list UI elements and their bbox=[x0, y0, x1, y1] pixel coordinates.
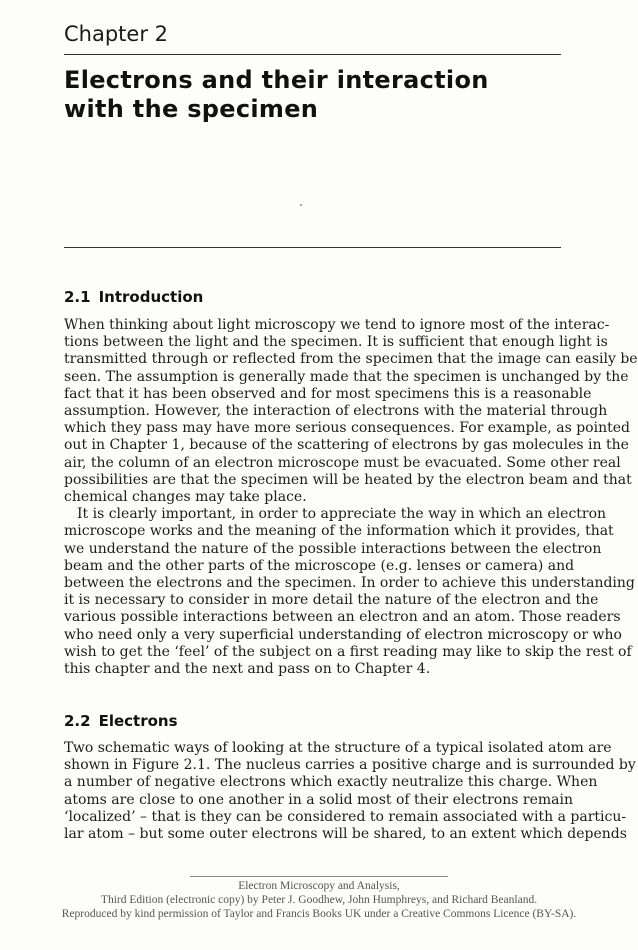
paragraph-line: shown in Figure 2.1. The nucleus carries a positive charge and is surrounded by bbox=[64, 757, 636, 774]
paragraph-line: microscope works and the meaning of the information which it provides, that bbox=[64, 523, 614, 540]
paragraph-line: seen. The assumption is generally made that the specimen is unchanged by the bbox=[64, 368, 629, 385]
paragraph-line: this chapter and the next and pass on to Chapter 4. bbox=[64, 661, 431, 678]
paragraph-line: who need only a very superficial understanding of electron microscopy or who bbox=[64, 626, 622, 643]
footer-line: Third Edition (electronic copy) by Peter J. Goodhew, John Humphreys, and Richard Beanland. bbox=[100, 894, 538, 906]
paragraph-line: It is clearly important, in order to appreciate the way in which an electron bbox=[77, 506, 607, 523]
paragraph-line: between the electrons and the specimen. In order to achieve this understanding bbox=[64, 575, 635, 592]
chapter-title-line: Electrons and their interaction bbox=[64, 66, 489, 94]
footer bbox=[0, 879, 638, 921]
section-heading-electrons bbox=[64, 712, 178, 730]
paragraph-line: it is necessary to consider in more detail the nature of the electron and the bbox=[64, 592, 599, 609]
chapter-title bbox=[64, 66, 564, 124]
paragraph-line: various possible interactions between an electron and an atom. Those readers bbox=[64, 609, 621, 626]
section-title: Introduction bbox=[98, 288, 204, 306]
paragraph-line: wish to get the ‘feel’ of the subject on a first reading may like to skip the rest of bbox=[64, 643, 632, 660]
paragraph-line: out in Chapter 1, because of the scattering of electrons by gas molecules in the bbox=[64, 437, 629, 454]
section-heading-introduction bbox=[64, 288, 203, 306]
section-body-introduction bbox=[64, 317, 638, 678]
top-rule bbox=[64, 54, 561, 55]
stray-dot bbox=[300, 204, 302, 206]
paragraph-line: air, the column of an electron microscope must be evacuated. Some other real bbox=[64, 454, 621, 471]
paragraph-line: Two schematic ways of looking at the structure of a typical isolated atom are bbox=[64, 740, 612, 756]
paragraph-line: transmitted through or reflected from the specimen that the image can easily be bbox=[64, 351, 638, 368]
paragraph-line: chemical changes may take place. bbox=[64, 489, 307, 506]
paragraph-line: tions between the light and the specimen. It is sufficient that enough light is bbox=[64, 334, 608, 351]
paragraph-line: which they pass may have more serious consequences. For example, as pointed bbox=[64, 420, 630, 437]
paragraph-line: ‘localized’ – that is they can be considered to remain associated with a particu- bbox=[64, 808, 627, 825]
paragraph-line: we understand the nature of the possible interactions between the electron bbox=[64, 540, 602, 557]
paragraph-line: lar atom – but some outer electrons will be shared, to an extent which depends bbox=[64, 826, 627, 843]
paragraph-line: fact that it has been observed and for most specimens this is a reasonable bbox=[64, 385, 592, 402]
section-number: 2.2 bbox=[64, 712, 91, 730]
paragraph-line: possibilities are that the specimen will be heated by the electron beam and that bbox=[64, 471, 632, 488]
title-bottom-rule bbox=[64, 247, 561, 248]
footer-line: Electron Microscopy and Analysis, bbox=[238, 880, 400, 892]
chapter-label: Chapter 2 bbox=[64, 22, 168, 46]
paragraph-line: a number of negative electrons which exactly neutralize this charge. When bbox=[64, 774, 598, 791]
paragraph-line: assumption. However, the interaction of electrons with the material through bbox=[64, 403, 608, 420]
paragraph-line: When thinking about light microscopy we tend to ignore most of the interac- bbox=[64, 317, 610, 333]
chapter-title-line: with the specimen bbox=[64, 95, 319, 123]
footer-line: Reproduced by kind permission of Taylor and Francis Books UK under a Creative Commons Licence (BY-SA). bbox=[61, 908, 577, 920]
footer-rule bbox=[190, 876, 448, 877]
section-body-electrons bbox=[64, 740, 636, 843]
paragraph-line: atoms are close to one another in a solid most of their electrons remain bbox=[64, 791, 573, 808]
section-number: 2.1 bbox=[64, 288, 91, 306]
paragraph-line: beam and the other parts of the microscope (e.g. lenses or camera) and bbox=[64, 557, 575, 574]
section-title: Electrons bbox=[98, 712, 178, 730]
